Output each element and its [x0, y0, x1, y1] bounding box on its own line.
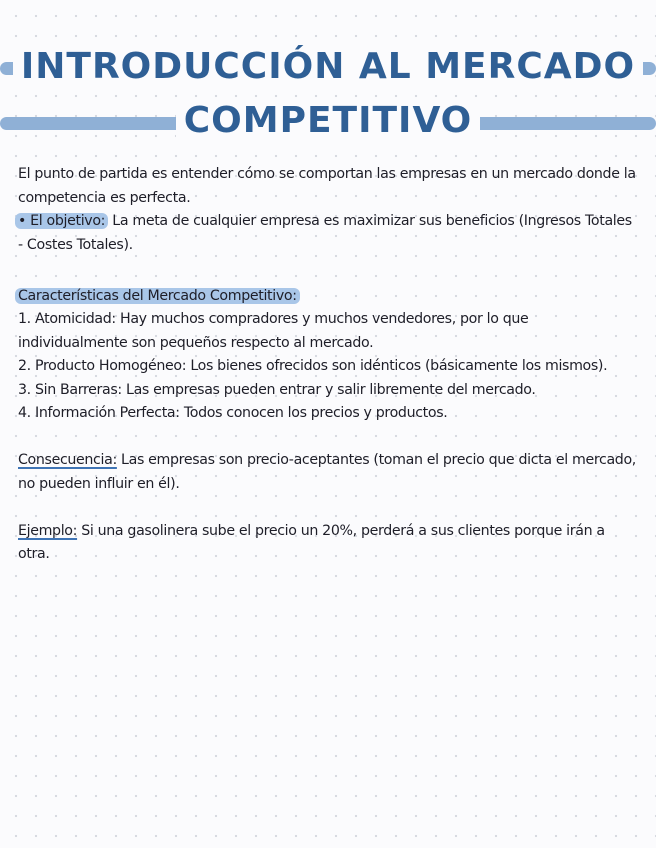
title-line-2 — [0, 101, 656, 141]
objective-paragraph — [18, 210, 640, 257]
spacer — [18, 426, 640, 450]
consequence-text: Las empresas son precio-aceptantes (toman el precio que dicta el mercado, no pueden influir en él). — [18, 452, 636, 492]
title-line-1 — [0, 47, 656, 87]
spacer — [18, 496, 640, 520]
characteristic-item: 2. Producto Homogéneo: Los bienes ofrecidos son idénticos (básicamente los mismos). — [18, 358, 608, 374]
intro-paragraph: El punto de partida es entender cómo se comportan las empresas en un mercado donde la competencia es perfecta. — [18, 166, 636, 206]
consequence-paragraph — [18, 449, 640, 496]
characteristic-item: 3. Sin Barreras: Las empresas pueden entrar y salir libremente del mercado. — [18, 381, 536, 398]
title-text-1: INTRODUCCIÓN AL MERCADO — [13, 46, 643, 87]
characteristics-heading-text: Características del Mercado Competitivo: — [15, 288, 300, 304]
example-text: Si una gasolinera sube el precio un 20%, perderá a sus clientes porque irán a otra. — [18, 522, 605, 562]
title-text-2: COMPETITIVO — [176, 100, 481, 141]
characteristic-item: 1. Atomicidad: Hay muchos compradores y muchos vendedores, por lo que individualmente son pequeños respecto al mercado. — [18, 311, 529, 351]
objective-text: La meta de cualquier empresa es maximizar sus beneficios (Ingresos Totales - Costes Totales). — [18, 213, 632, 253]
characteristics-heading — [18, 285, 640, 309]
objective-label: • El objetivo: — [15, 213, 108, 229]
notes-body — [18, 163, 640, 567]
consequence-label: Consecuencia: — [18, 452, 117, 468]
characteristic-item: 4. Información Perfecta: Todos conocen los precios y productos. — [18, 405, 448, 421]
example-label: Ejemplo: — [18, 522, 78, 539]
example-paragraph — [18, 520, 640, 567]
spacer — [18, 257, 640, 281]
